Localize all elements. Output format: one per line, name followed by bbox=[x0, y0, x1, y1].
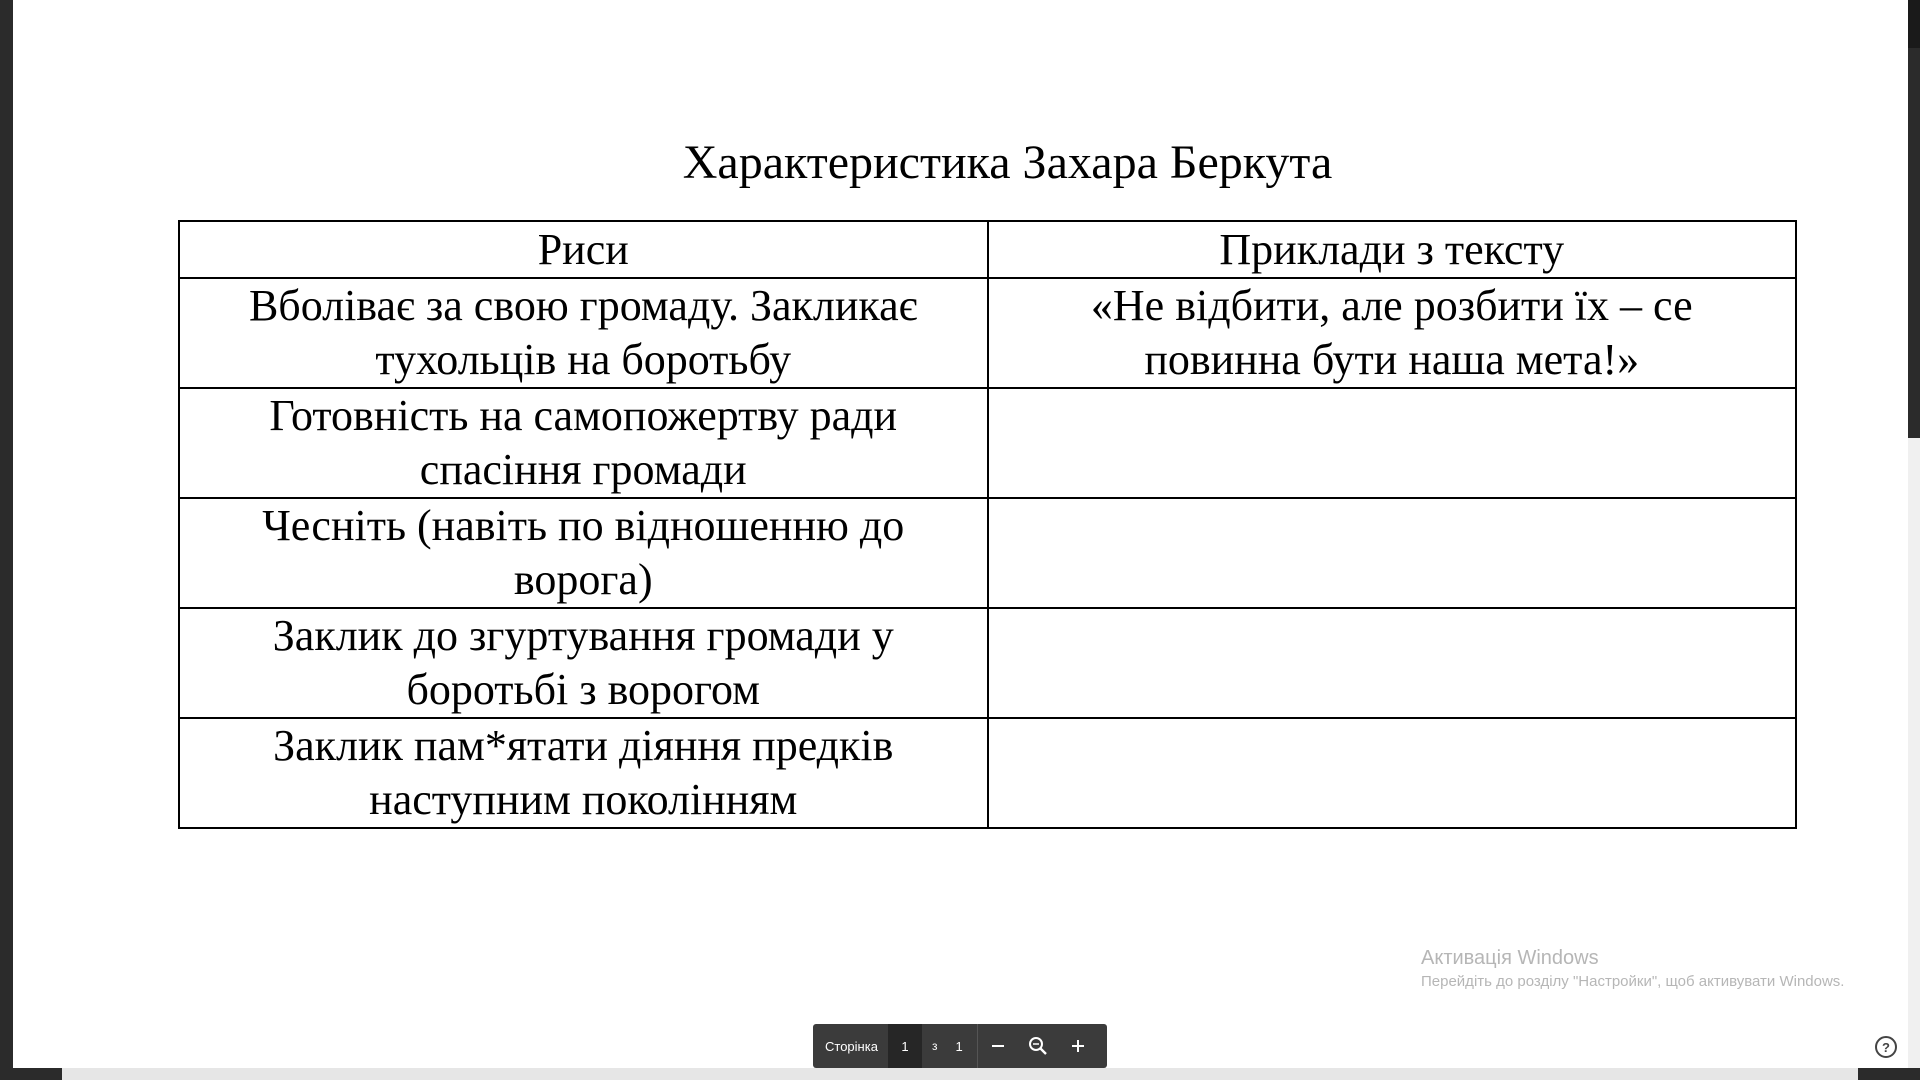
traits-table bbox=[178, 220, 1797, 829]
trait-cell: Заклик до згуртування громади у боротьбі з ворогом bbox=[179, 608, 988, 718]
scrollbar-thumb[interactable] bbox=[1908, 0, 1920, 48]
table-row bbox=[179, 718, 1796, 828]
bottom-left-corner bbox=[0, 1068, 62, 1080]
magnifier-icon bbox=[1028, 1036, 1048, 1056]
page-label: Сторінка bbox=[825, 1038, 878, 1054]
total-pages: 1 bbox=[955, 1038, 963, 1054]
table-row bbox=[179, 498, 1796, 608]
example-cell bbox=[988, 718, 1797, 828]
header-examples: Приклади з тексту bbox=[988, 221, 1797, 278]
example-cell bbox=[988, 608, 1797, 718]
scrollbar-track[interactable] bbox=[1908, 438, 1920, 1080]
document-title: Характеристика Захара Беркута bbox=[682, 136, 1333, 189]
table-row bbox=[179, 388, 1796, 498]
trait-cell: Вболіває за свою громаду. Закликає тухольців на боротьбу bbox=[179, 278, 988, 388]
example-cell: «Не відбити, але розбити їх – се повинна бути наша мета!» bbox=[988, 278, 1797, 388]
of-label: з bbox=[931, 1039, 938, 1053]
question-icon: ? bbox=[1882, 1039, 1890, 1055]
current-page-input[interactable]: 1 bbox=[888, 1024, 922, 1068]
minus-icon bbox=[990, 1038, 1006, 1054]
example-cell bbox=[988, 388, 1797, 498]
windows-activation-watermark bbox=[1421, 945, 1844, 993]
example-cell bbox=[988, 498, 1797, 608]
zoom-button[interactable] bbox=[1018, 1024, 1058, 1068]
plus-icon bbox=[1070, 1038, 1086, 1054]
help-button[interactable] bbox=[1875, 1036, 1897, 1058]
trait-cell: Заклик пам*ятати діяння предків наступним поколінням bbox=[179, 718, 988, 828]
horizontal-scrollbar[interactable] bbox=[13, 1068, 1908, 1080]
zoom-out-button[interactable] bbox=[978, 1024, 1018, 1068]
table-row bbox=[179, 278, 1796, 388]
table-header-row bbox=[179, 221, 1796, 278]
page-toolbar bbox=[813, 1024, 1107, 1068]
header-traits: Риси bbox=[179, 221, 988, 278]
trait-cell: Готовність на самопожертву ради спасіння громади bbox=[179, 388, 988, 498]
watermark-subtitle: Перейдіть до розділу "Настройки", щоб активувати Windows. bbox=[1421, 973, 1845, 990]
zoom-in-button[interactable] bbox=[1058, 1024, 1098, 1068]
bottom-right-corner bbox=[1858, 1068, 1920, 1080]
trait-cell: Чесніть (навіть по відношенню до ворога) bbox=[179, 498, 988, 608]
table-row bbox=[179, 608, 1796, 718]
watermark-title: Активація Windows bbox=[1421, 947, 1599, 969]
